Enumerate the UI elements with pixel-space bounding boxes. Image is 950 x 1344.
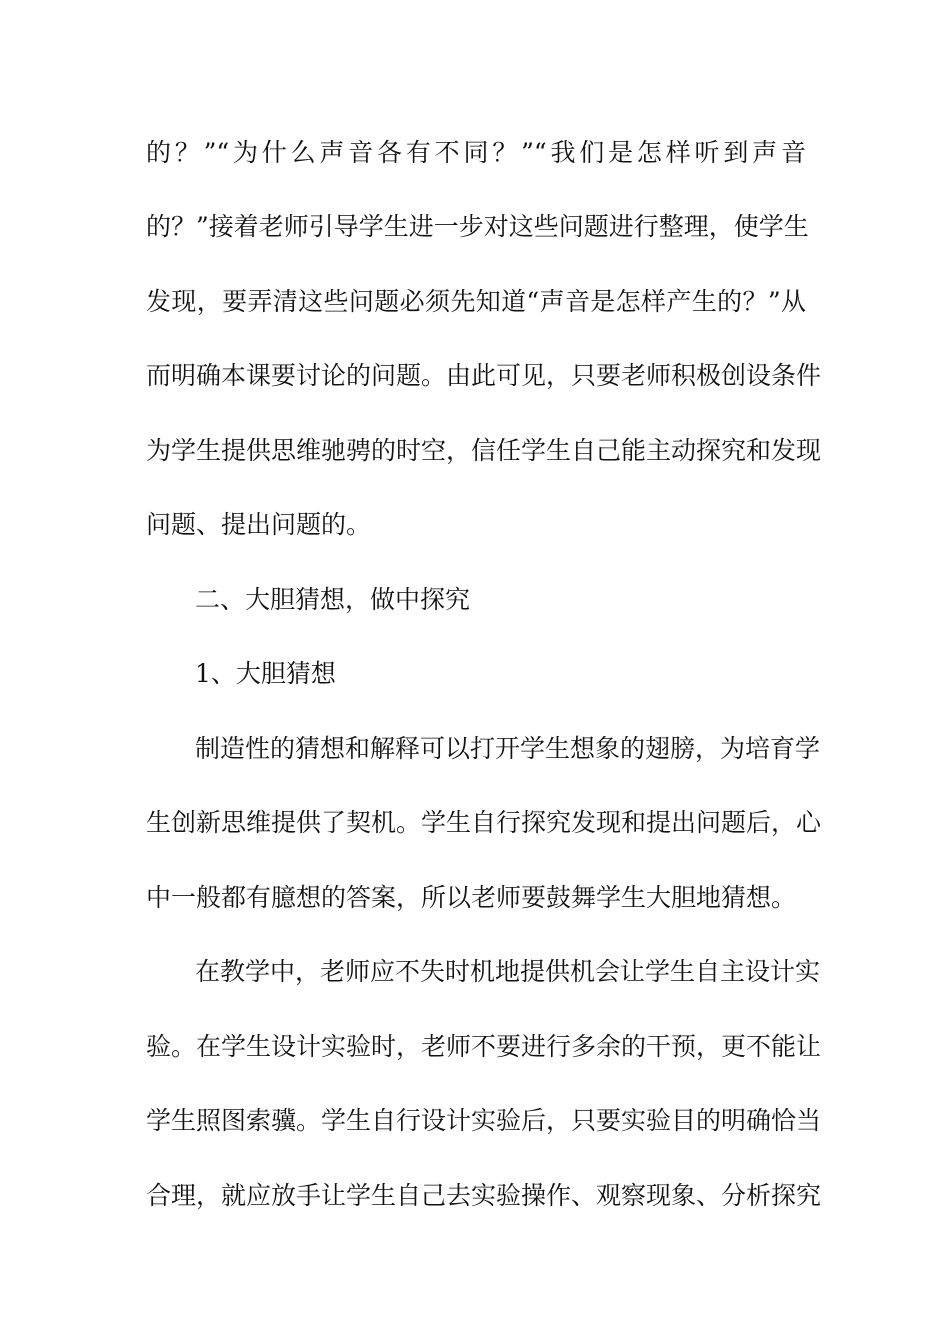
paragraph-line: 的？”接着老师引导学生进一步对这些问题进行整理，使学生	[146, 212, 809, 241]
section-heading: 二、大胆猜想，做中探究	[195, 585, 471, 614]
paragraph-line: 制造性的猜想和解释可以打开学生想象的翅膀，为培育学	[195, 734, 821, 763]
paragraph-line: 中一般都有臆想的答案，所以老师要鼓舞学生大胆地猜想。	[146, 883, 797, 912]
paragraph-line: 而明确本课要讨论的问题。由此可见，只要老师积极创设条件	[146, 361, 822, 390]
paragraph-line: 学生照图索骥。学生自行设计实验后，只要实验目的明确恰当	[146, 1106, 822, 1135]
paragraph-line: 验。在学生设计实验时，老师不要进行多余的干预，更不能让	[146, 1032, 822, 1061]
paragraph-line: 生创新思维提供了契机。学生自行探究发现和提出问题后，心	[146, 808, 822, 837]
paragraph-line: 合理，就应放手让学生自己去实验操作、观察现象、分析探究	[146, 1181, 822, 1210]
paragraph-line: 的？”“为什么声音各有不同？”“我们是怎样听到声音	[146, 138, 806, 167]
paragraph-line: 发现，要弄清这些问题必须先知道“声音是怎样产生的？”从	[146, 287, 806, 316]
subsection-heading: 1、大胆猜想	[195, 659, 336, 688]
paragraph-line: 在教学中，老师应不失时机地提供机会让学生自主设计实	[195, 957, 821, 986]
paragraph-line: 为学生提供思维驰骋的时空，信任学生自己能主动探究和发现	[146, 436, 822, 465]
paragraph-line: 问题、提出问题的。	[146, 510, 372, 539]
